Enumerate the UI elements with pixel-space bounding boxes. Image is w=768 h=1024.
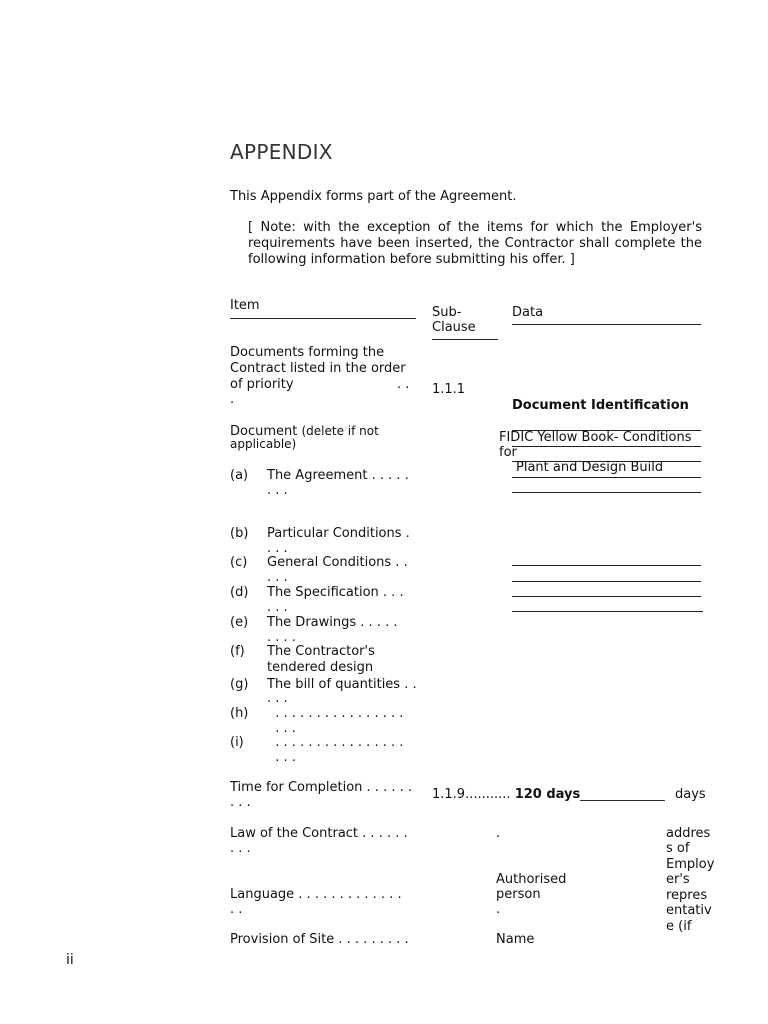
doc-item-dots: . . . — [267, 721, 296, 736]
page-number: ii — [66, 952, 74, 968]
header-data-rule — [512, 324, 701, 325]
doc-item-dots: . . . . — [267, 630, 296, 645]
data-rule-7 — [512, 581, 701, 582]
doc-item-label: The Contractor's — [267, 644, 375, 659]
doc-item-dots: . . . — [267, 691, 288, 706]
header-subclause-rule — [432, 339, 498, 340]
language-label: Language . . . . . . . . . . . . . — [230, 887, 402, 902]
documents-label-dots2: . — [230, 392, 235, 407]
address-fragment: s of — [666, 841, 690, 856]
document-note-line2: applicable) — [230, 437, 297, 451]
address-fragment: e (if — [666, 919, 692, 934]
doc-item-letter: (a) — [230, 468, 249, 483]
instruction-note: [ Note: with the exception of the items for which the Employer's requirements have been inserted, the Contractor shall complete the following information before submitting his offer. ] — [248, 220, 702, 267]
documents-label-dots: . . — [397, 377, 410, 392]
address-fragment: repres — [666, 888, 708, 903]
address-fragment: Employ — [666, 857, 715, 872]
doc-item-dots: . . . — [267, 483, 288, 498]
law-dot: . — [496, 826, 501, 841]
header-subclause-line2: Clause — [432, 320, 476, 335]
doc-item-dots: . . . — [267, 750, 296, 765]
document-identification-heading: Document Identification — [512, 398, 689, 413]
doc-item-label: The Drawings . . . . . — [267, 615, 398, 630]
fidic-line2: for — [499, 445, 517, 460]
data-rule-4 — [512, 477, 701, 478]
data-rule-9 — [512, 611, 703, 612]
doc-item-label: General Conditions . . — [267, 555, 408, 570]
provision-of-site-label: Provision of Site . . . . . . . . . — [230, 932, 409, 947]
header-item-rule — [230, 318, 416, 319]
law-dots: . . . — [230, 841, 251, 856]
doc-item-label-line2: tendered design — [267, 660, 374, 675]
documents-label-line2: Contract listed in the order — [230, 361, 406, 376]
doc-item-letter: (g) — [230, 677, 249, 692]
doc-item-letter: (i) — [230, 735, 244, 750]
fidic-line3: Plant and Design Build — [516, 460, 664, 475]
authorised-label-line1: Authorised — [496, 872, 567, 887]
fidic-line1: FIDIC Yellow Book- Conditions — [499, 430, 692, 445]
doc-item-label: The bill of quantities . . — [267, 677, 417, 692]
doc-item-label: The Specification . . . — [267, 585, 404, 600]
header-data: Data — [512, 305, 544, 320]
doc-item-label: Particular Conditions . — [267, 526, 410, 541]
document-label: Document (delete if not — [230, 424, 379, 439]
page-title: APPENDIX — [230, 140, 333, 164]
authorised-label-dot: . — [496, 902, 501, 917]
doc-item-dots: . . . — [267, 541, 288, 556]
doc-item-letter: (f) — [230, 644, 245, 659]
header-subclause-line1: Sub- — [432, 305, 462, 320]
address-fragment: addres — [666, 826, 711, 841]
doc-item-letter: (h) — [230, 706, 249, 721]
documents-label-line1: Documents forming the — [230, 345, 385, 360]
documents-label-line3: of priority — [230, 377, 294, 392]
header-item: Item — [230, 298, 260, 313]
doc-item-dots: . . . . . . . . . . . . . . . . — [267, 735, 404, 750]
language-dots: . . — [230, 902, 243, 917]
doc-item-letter: (e) — [230, 615, 249, 630]
time-for-completion-value: 1.1.9........... 120 days_____________ — [432, 787, 665, 802]
doc-item-label: The Agreement . . . . . — [267, 468, 409, 483]
documents-subclause: 1.1.1 — [432, 382, 466, 397]
data-rule-8 — [512, 596, 701, 597]
address-fragment: entativ — [666, 903, 712, 918]
doc-item-dots: . . . — [267, 600, 288, 615]
data-rule-6 — [512, 565, 701, 566]
name-label: Name — [496, 932, 535, 947]
time-for-completion-dots: . . . — [230, 795, 251, 810]
doc-item-dots: . . . . . . . . . . . . . . . . — [267, 706, 404, 721]
address-fragment: er's — [666, 872, 690, 887]
doc-item-dots: . . . — [267, 570, 288, 585]
time-for-completion-unit: days — [675, 787, 706, 802]
doc-item-letter: (c) — [230, 555, 248, 570]
doc-item-letter: (b) — [230, 526, 249, 541]
data-rule-2 — [512, 446, 701, 447]
time-for-completion-label: Time for Completion . . . . . . — [230, 780, 412, 795]
law-label: Law of the Contract . . . . . . — [230, 826, 408, 841]
data-rule-5 — [512, 492, 701, 493]
intro-text: This Appendix forms part of the Agreement. — [230, 189, 517, 204]
authorised-label-line2: person — [496, 887, 541, 902]
doc-item-letter: (d) — [230, 585, 249, 600]
